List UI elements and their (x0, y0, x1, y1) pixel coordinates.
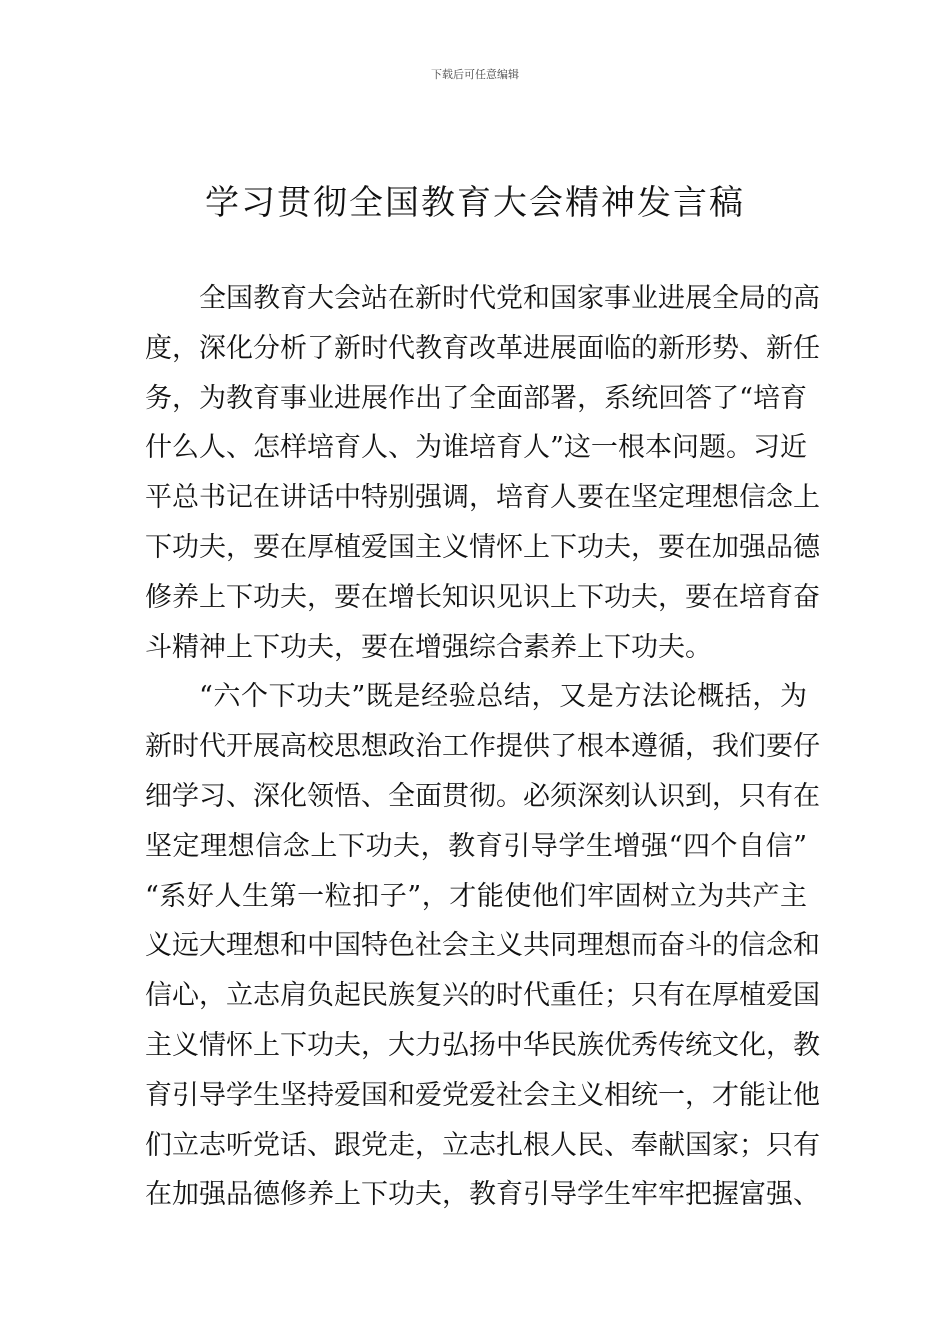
paragraph (145, 672, 820, 1220)
text-line: 斗精神上下功夫，要在增强综合素养上下功夫。 (145, 631, 712, 663)
text-line: 度，深化分析了新时代教育改革进展面临的新形势、新任 (145, 332, 820, 364)
text-line: “六个下功夫”既是经验总结，又是方法论概括，为 (199, 681, 807, 713)
header-note: 下载后可任意编辑 (431, 68, 519, 81)
text-line: 们立志听党话、跟党走，立志扎根人民、奉献国家；只有 (145, 1129, 820, 1161)
text-line: 新时代开展高校思想政治工作提供了根本遵循，我们要仔 (145, 731, 820, 763)
text-line: 信心，立志肩负起民族复兴的时代重任；只有在厚植爱国 (145, 980, 820, 1012)
text-line: 主义情怀上下功夫，大力弘扬中华民族优秀传统文化，教 (145, 1029, 820, 1061)
text-line: 全国教育大会站在新时代党和国家事业进展全局的高 (199, 283, 820, 314)
text-line: 修养上下功夫，要在增长知识见识上下功夫，要在培育奋 (145, 581, 820, 613)
document-title: 学习贯彻全国教育大会精神发言稿 (205, 183, 745, 223)
text-line: 下功夫，要在厚植爱国主义情怀上下功夫，要在加强品德 (145, 531, 820, 563)
text-line: 在加强品德修养上下功夫，教育引导学生牢牢把握富强、 (145, 1179, 820, 1211)
text-line: 义远大理想和中国特色社会主义共同理想而奋斗的信念和 (145, 930, 820, 962)
text-line: 育引导学生坚持爱国和爱党爱社会主义相统一，才能让他 (145, 1079, 820, 1111)
text-line: 平总书记在讲话中特别强调，培育人要在坚定理想信念上 (145, 482, 820, 514)
text-line: 务，为教育事业进展作出了全面部署，系统回答了“培育 (145, 382, 807, 414)
text-line: 什么人、怎样培育人、为谁培育人”这一根本问题。习近 (145, 432, 807, 464)
text-line: “系好人生第一粒扣子”，才能使他们牢固树立为共产主 (145, 880, 807, 912)
text-line: 坚定理想信念上下功夫，教育引导学生增强“四个自信” (145, 830, 807, 862)
paragraph (145, 274, 820, 672)
document-body (145, 274, 820, 1220)
text-line: 细学习、深化领悟、全面贯彻。必须深刻认识到，只有在 (145, 780, 820, 812)
